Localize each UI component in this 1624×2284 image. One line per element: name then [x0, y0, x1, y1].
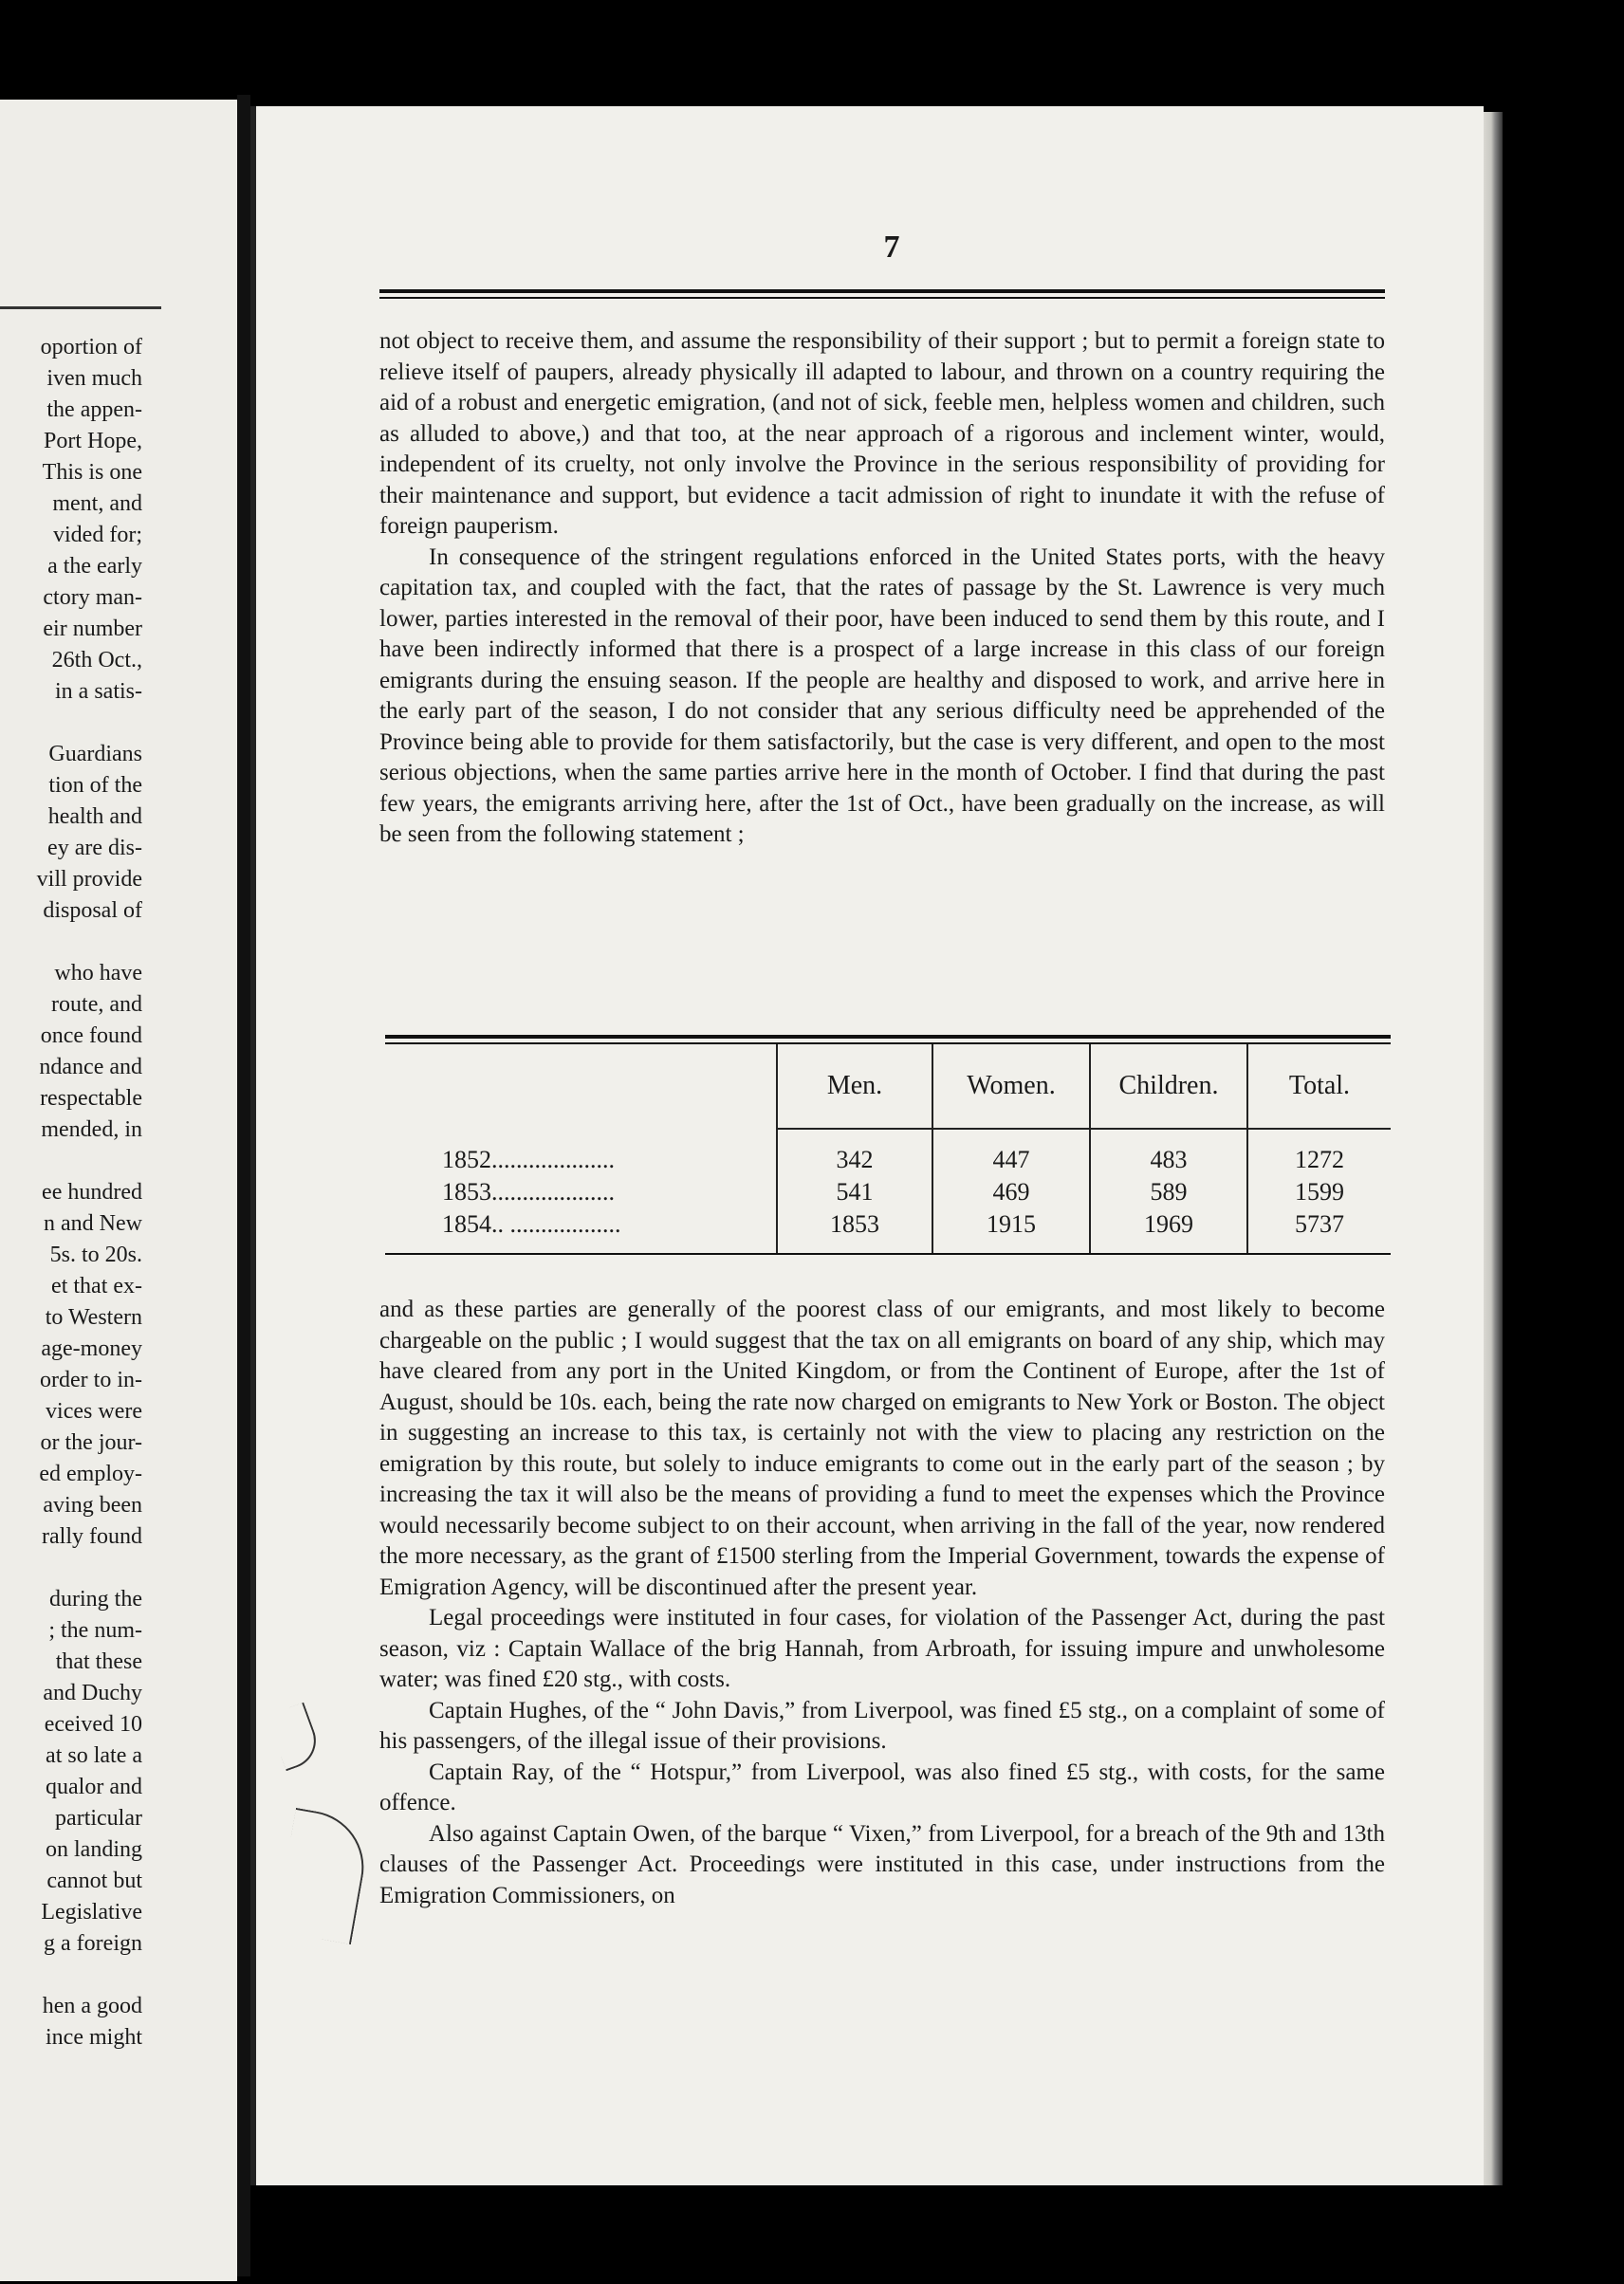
document-page — [250, 106, 1484, 2185]
facing-page-line: hen a good — [42, 1994, 142, 2018]
cell-children: 589 — [1090, 1176, 1247, 1208]
row-year: 1854.. .................. — [442, 1210, 621, 1238]
facing-page-line — [0, 1960, 142, 1991]
facing-page-line: and Duchy — [43, 1681, 142, 1705]
header-rule-thin — [379, 297, 1385, 299]
facing-page-line: age-money — [41, 1336, 142, 1361]
cell-women: 1915 — [932, 1208, 1090, 1253]
facing-page-line: disposal of — [43, 898, 142, 923]
emigrant-table — [385, 1035, 1391, 1255]
facing-page-line: in a satis- — [55, 679, 142, 704]
facing-page-line: Guardians — [48, 742, 142, 766]
facing-page-line: ince might — [46, 2025, 142, 2050]
facing-page-line: g a foreign — [44, 1931, 142, 1956]
facing-page-line: eir number — [43, 617, 142, 641]
page-number: 7 — [883, 230, 900, 265]
table-header-children: Children. — [1090, 1044, 1247, 1129]
facing-page-line: ee hundred — [42, 1180, 142, 1205]
facing-page-line: vices were — [46, 1399, 142, 1424]
facing-page-line — [0, 927, 142, 958]
facing-page-line: who have — [54, 961, 142, 985]
table-row — [385, 1208, 1391, 1253]
facing-page-line: particular — [55, 1806, 142, 1831]
cell-total: 1599 — [1247, 1176, 1391, 1208]
facing-page-line: ment, and — [52, 491, 142, 516]
table-header-women: Women. — [932, 1044, 1090, 1129]
facing-page-line: oportion of — [40, 335, 142, 359]
facing-page-line: tion of the — [48, 773, 142, 798]
facing-page-line: mended, in — [41, 1117, 142, 1142]
paragraph-consequence: In consequence of the stringent regulations enforced in the United States ports, with the heavy capitation tax, and coupled with the fact, that the rates of passage by the St. Lawrence is very much lower, parties interested in the removal of their poor, have been induced to send them by this route, and I have been indirectly informed that there is a prospect of a large increase in this class of our foreign emigrants during the ensuing season. If the people are healthy and disposed to work, and arrive here in the early part of the season, I do not consider that any serious difficulty need be apprehended of the Province being able to provide for them satisfactorily, but the case is very different, and open to the most serious objections, when the same parties arrive here in the month of October. I find that during the past few years, the emigrants arriving here, after the 1st of Oct., have been gradually on the increase, as will be seen from the following statement ; — [379, 543, 1385, 847]
cell-men: 1853 — [777, 1208, 932, 1253]
table-rule-top — [385, 1035, 1391, 1039]
paragraph-owen: Also against Captain Owen, of the barque “ Vixen,” from Liverpool, for a breach of the 9th and 13th clauses of the Passenger Act. Proceedings were instituted in this case, under instructions from the Emigration Commissioners, on — [379, 1820, 1385, 1908]
facing-page-line: to Western — [45, 1305, 142, 1330]
row-year: 1853.................... — [442, 1178, 615, 1206]
facing-page-line: ey are dis- — [47, 836, 142, 860]
facing-page-line: eceived 10 — [44, 1712, 142, 1737]
facing-page-line: route, and — [51, 992, 142, 1017]
facing-page-line: the appen- — [46, 397, 142, 422]
facing-page-line: n and New — [44, 1211, 142, 1236]
book-gutter — [237, 95, 250, 2276]
facing-page-line: This is one — [42, 460, 142, 485]
cell-children: 483 — [1090, 1129, 1247, 1176]
margin-ink-bracket — [274, 1808, 373, 1944]
table-header-total: Total. — [1247, 1044, 1391, 1129]
cell-men: 342 — [777, 1129, 932, 1176]
table-header-men: Men. — [777, 1044, 932, 1129]
facing-page-line: order to in- — [40, 1368, 142, 1392]
cell-children: 1969 — [1090, 1208, 1247, 1253]
table-header-blank — [385, 1044, 777, 1129]
cell-men: 541 — [777, 1176, 932, 1208]
paragraph-ray: Captain Ray, of the “ Hotspur,” from Liverpool, was also fined £5 stg., with costs, for the same offence. — [379, 1759, 1385, 1815]
facing-page-line: at so late a — [46, 1743, 142, 1768]
facing-page-line: 26th Oct., — [51, 648, 142, 672]
cell-women: 447 — [932, 1129, 1090, 1176]
cell-women: 469 — [932, 1176, 1090, 1208]
facing-page-line — [0, 1146, 142, 1177]
facing-page-line: Legislative — [41, 1900, 142, 1925]
facing-page-line: 5s. to 20s. — [49, 1243, 142, 1267]
facing-page-line: or the jour- — [40, 1430, 142, 1455]
cell-total: 5737 — [1247, 1208, 1391, 1253]
facing-page-line: during the — [49, 1587, 142, 1612]
facing-page-line: cannot but — [46, 1869, 142, 1893]
facing-page-line: a the early — [47, 554, 142, 579]
facing-page-line — [0, 708, 142, 739]
row-year: 1852.................... — [442, 1145, 615, 1173]
facing-page-line: vill provide — [36, 867, 142, 892]
facing-page-fragment — [0, 100, 237, 2281]
facing-page-line: et that ex- — [51, 1274, 142, 1299]
body-bottom — [379, 1295, 1385, 1911]
facing-page-line: aving been — [43, 1493, 142, 1518]
facing-page-line: qualor and — [46, 1775, 142, 1799]
facing-page-line: ; the num- — [48, 1618, 142, 1643]
facing-page-line: rally found — [42, 1524, 142, 1549]
facing-page-line: ndance and — [39, 1055, 142, 1079]
facing-page-line: on landing — [46, 1837, 142, 1862]
facing-page-line: health and — [47, 804, 142, 829]
facing-page-line: iven much — [46, 366, 142, 391]
header-rule — [379, 289, 1385, 293]
body-top — [379, 326, 1385, 851]
table-row — [385, 1176, 1391, 1208]
page-edge — [1484, 112, 1503, 2185]
paragraph-intro: not object to receive them, and assume the responsibility of their support ; but to permit a foreign state to relieve itself of paupers, already physically ill adapted to labour, and thrown on a country requiring the aid of a robust and energetic emigration, (and not of sick, feeble men, helpless women and children, such as alluded to above,) and that too, at the near approach of a rigorous and inclement winter, would, independent of its cruelty, not only involve the Province in the serious responsibility of providing for their maintenance and support, but evidence a tacit admission of right to inundate it with the refuse of foreign pauperism. — [379, 328, 1385, 539]
facing-page-line: once found — [40, 1023, 142, 1048]
facing-page-text — [0, 332, 237, 2054]
margin-ink-mark — [267, 1703, 324, 1772]
paragraph-after-table: and as these parties are generally of the poorest class of our emigrants, and most likely to become chargeable on the public ; I would suggest that the tax on all emigrants on board of any ship, which may have cleared from any port in the United Kingdom, or from the Continent of Europe, after the 1st of August, should be 10s. each, being the rate now charged on emigrants to New York or Boston. The object in suggesting an increase to this tax, is certainly not with the view to placing any restriction on the emigration by this route, but solely to induce emigrants to come out in the early part of the season ; by increasing the tax it will also be the means of providing a fund to meet the expenses which the Province would necessarily become subject to on their account, when arriving in the fall of the year, now rendered the more necessary, as the grant of £1500 sterling from the Imperial Government, towards the expense of Emigration Agency, will be discontinued after the present year. — [379, 1297, 1385, 1600]
paragraph-hughes: Captain Hughes, of the “ John Davis,” from Liverpool, was fined £5 stg., on a complaint of some of his passengers, of the illegal issue of their provisions. — [379, 1697, 1385, 1754]
facing-page-line: ed employ- — [39, 1462, 142, 1486]
cell-total: 1272 — [1247, 1129, 1391, 1176]
facing-page-line: that these — [55, 1649, 142, 1674]
table-row — [385, 1129, 1391, 1176]
facing-page-line: Port Hope, — [44, 429, 142, 453]
facing-page-line: vided for; — [53, 523, 142, 547]
facing-page-rule — [0, 306, 161, 309]
paragraph-legal: Legal proceedings were instituted in four cases, for violation of the Passenger Act, during the past season, viz : Captain Wallace of the brig Hannah, from Arbroath, for issuing impure and unwholesome water; was fined £20 stg., with costs. — [379, 1605, 1385, 1692]
facing-page-line: respectable — [40, 1086, 142, 1111]
facing-page-line — [0, 1553, 142, 1584]
facing-page-line: ctory man- — [43, 585, 142, 610]
table-rule-bottom — [385, 1253, 1391, 1255]
